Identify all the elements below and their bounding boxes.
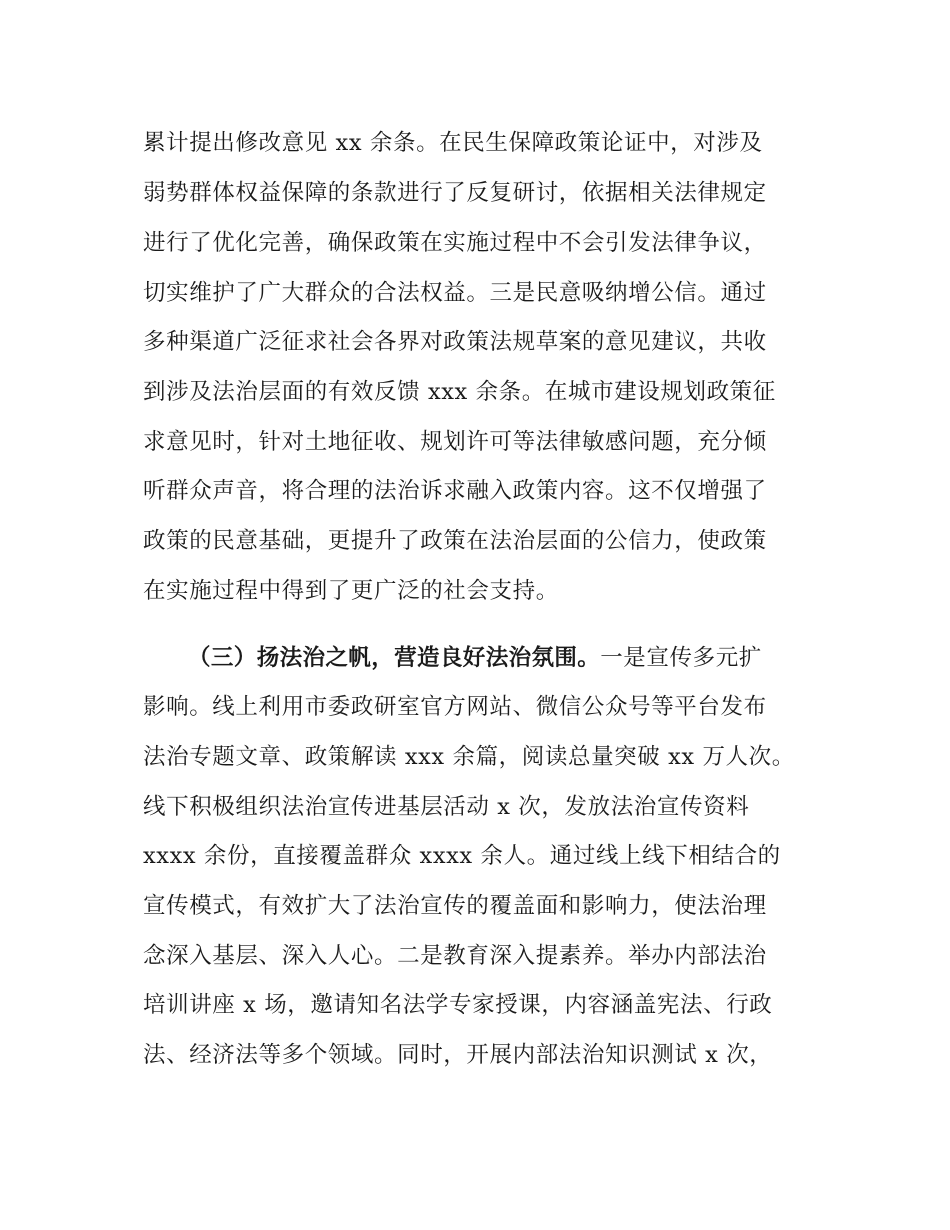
body-text-line: 在实施过程中得到了更广泛的社会支持。: [143, 578, 559, 604]
section-heading: （三）扬法治之帆，营造良好法治氛围。: [188, 645, 601, 671]
body-text-line: 影响。线上利用市委政研室官方网站、微信公众号等平台发布: [143, 694, 767, 720]
body-text-line: 政策的民意基础，更提升了政策在法治层面的公信力，使政策: [143, 528, 767, 554]
body-text: 一是宣传多元扩: [600, 645, 762, 671]
body-text-line: 培训讲座 x 场，邀请知名法学专家授课，内容涵盖宪法、行政: [143, 992, 773, 1018]
body-text-line: 法、经济法等多个领域。同时，开展内部法治知识测试 x 次，: [143, 1042, 773, 1068]
body-text-line: 线下积极组织法治宣传进基层活动 x 次，发放法治宣传资料: [143, 794, 750, 820]
body-text-line: 听群众声音，将合理的法治诉求融入政策内容。这不仅增强了: [143, 478, 767, 504]
body-text-line: 进行了优化完善，确保政策在实施过程中不会引发法律争议，: [143, 230, 767, 256]
section-heading-line: [188, 643, 823, 673]
body-text-line: 求意见时，针对土地征收、规划许可等法律敏感问题，充分倾: [143, 429, 767, 455]
body-text-line: 到涉及法治层面的有效反馈 xxx 余条。在城市建设规划政策征: [143, 379, 776, 405]
body-text-line: 切实维护了广大群众的合法权益。三是民意吸纳增公信。通过: [143, 280, 767, 306]
body-text-line: 多种渠道广泛征求社会各界对政策法规草案的意见建议，共收: [143, 329, 767, 355]
body-text-line: 宣传模式，有效扩大了法治宣传的覆盖面和影响力，使法治理: [143, 893, 767, 919]
body-text-line: 念深入基层、深入人心。二是教育深入提素养。举办内部法治: [143, 943, 767, 969]
body-text-line: 弱势群体权益保障的条款进行了反复研讨，依据相关法律规定: [143, 180, 767, 206]
body-text-line: 累计提出修改意见 xx 余条。在民生保障政策论证中，对涉及: [143, 130, 763, 156]
body-text-line: xxxx 余份，直接覆盖群众 xxxx 余人。通过线上线下相结合的: [143, 843, 781, 869]
body-text-line: 法治专题文章、政策解读 xxx 余篇，阅读总量突破 xx 万人次。: [143, 744, 795, 770]
